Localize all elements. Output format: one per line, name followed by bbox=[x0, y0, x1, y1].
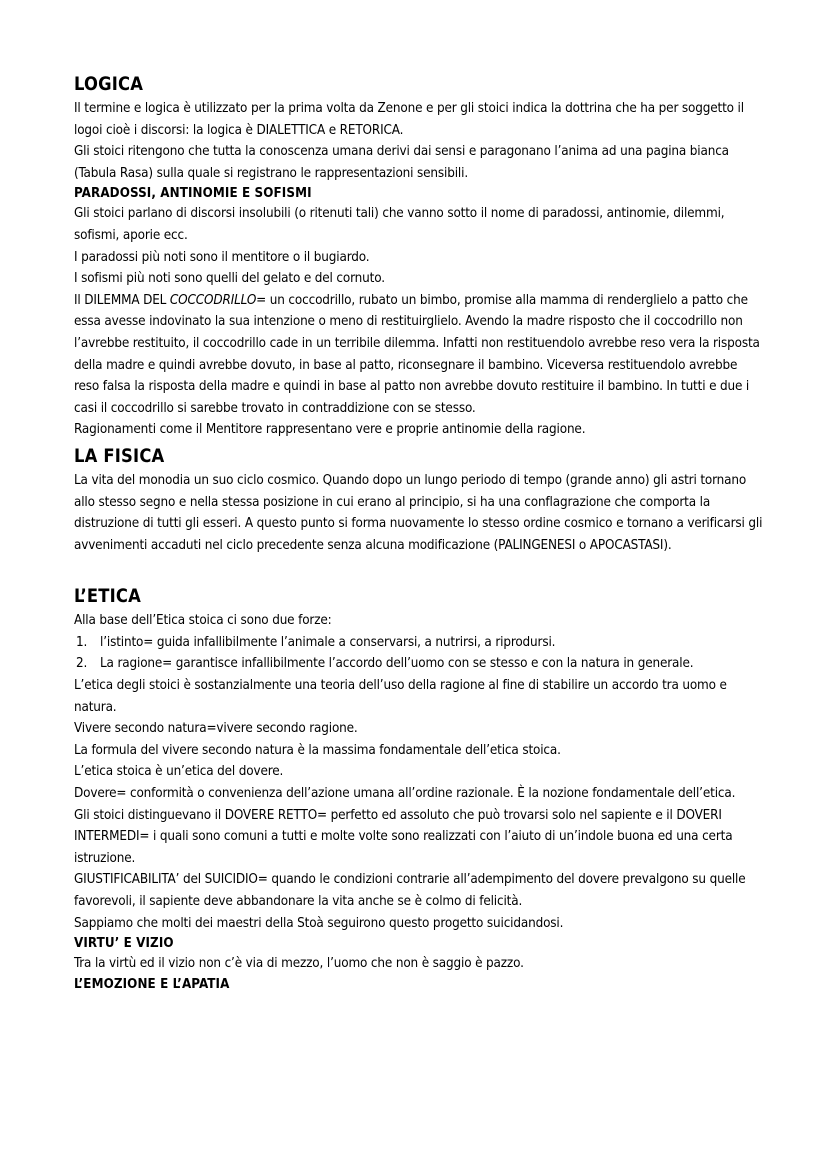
paragraph-paradossi-intro: Gli stoici parlano di discorsi insolubili (o ritenuti tali) che vanno sotto il nome di paradossi, antinomie, dilemmi, sofismi, aporie ecc. bbox=[74, 206, 725, 243]
paragraph-sofismi-noti: I sofismi più noti sono quelli del gelato e del cornuto. bbox=[74, 271, 385, 287]
paragraph-etica-intro: Alla base dell’Etica stoica ci sono due forze: bbox=[74, 613, 332, 629]
dilemma-body: = un coccodrillo, rubato un bimbo, promise alla mamma di renderglielo a patto che essa avesse indovinato la sua intenzione o meno di restituirglielo. Avendo la madre risposto che il coccodrillo non l’avrebbe restituito, il coccodrillo cade in un terribile dilemma. Infatti non restituendolo avrebbe reso vera la risposta della madre e quindi avrebbe dovuto, in base al patto, riconsegnare il bambino. Viceversa restituendolo avrebbe reso falsa la risposta della madre e quindi in base al patto non avrebbe dovuto restituire il bambino. In tutti e due i casi il coccodrillo si sarebbe trovato in contraddizione con se stesso. bbox=[74, 292, 760, 416]
document-body bbox=[74, 72, 764, 994]
paragraph-logica-1: Il termine e logica è utilizzato per la prima volta da Zenone e per gli stoici indica la dottrina che ha per soggetto il logoi cioè i discorsi: la logica è DIALETTICA e RETORICA. bbox=[74, 101, 744, 138]
dilemma-prefix: Il DILEMMA DEL bbox=[74, 292, 170, 308]
paragraph-vivere-secondo-natura: Vivere secondo natura=vivere secondo ragione. bbox=[74, 721, 358, 737]
list-item-number: 1. bbox=[76, 634, 88, 650]
paragraph-giustificabilita-suicidio: GIUSTIFICABILITA’ del SUICIDIO= quando le condizioni contrarie all’adempimento del dovere prevalgono su quelle favorevoli, il sapiente deve abbandonare la vita anche se è colmo di felicità. bbox=[74, 872, 746, 909]
list-item-text: La ragione= garantisce infallibilmente l’accordo dell’uomo con se stesso e con la natura in generale. bbox=[100, 656, 694, 672]
paragraph-formula-vivere: La formula del vivere secondo natura è la massima fondamentale dell’etica stoica. bbox=[74, 742, 561, 758]
list-item bbox=[74, 653, 764, 675]
heading-virtu-e-vizio: VIRTU’ E VIZIO bbox=[74, 936, 174, 952]
paragraph-etica-teoria: L’etica degli stoici è sostanzialmente una teoria dell’uso della ragione al fine di stabilire un accordo tra uomo e natura. bbox=[74, 678, 727, 715]
heading-letica: L’ETICA bbox=[74, 586, 141, 608]
heading-paradossi-antinomie-sofismi: PARADOSSI, ANTINOMIE E SOFISMI bbox=[74, 186, 312, 202]
paragraph-dovere-retto-intermedi: Gli stoici distinguevano il DOVERE RETTO= perfetto ed assoluto che può trovarsi solo nel sapiente e il DOVERI INTERMEDI= i quali sono comuni a tutti e molte volte sono realizzati con l’aiuto di un’indole buona ed una certa istruzione. bbox=[74, 807, 733, 866]
heading-logica: LOGICA bbox=[74, 74, 144, 95]
heading-la-fisica: LA FISICA bbox=[74, 445, 165, 467]
paragraph-dovere-definizione: Dovere= conformità o convenienza dell’azione umana all’ordine razionale. È la nozione fondamentale dell’etica. bbox=[74, 786, 736, 802]
paragraph-paradossi-noti: I paradossi più noti sono il mentitore o il bugiardo. bbox=[74, 249, 370, 265]
heading-emozione-e-apatia: L’EMOZIONE E L’APATIA bbox=[74, 976, 230, 992]
section-spacer bbox=[74, 556, 764, 584]
etica-forze-list bbox=[74, 632, 764, 675]
paragraph-etica-dovere: L’etica stoica è un’etica del dovere. bbox=[74, 764, 284, 780]
list-item bbox=[74, 632, 764, 654]
paragraph-dilemma-coccodrillo bbox=[74, 290, 764, 420]
paragraph-maestri-stoa: Sappiamo che molti dei maestri della Stoà seguirono questo progetto suicidandosi. bbox=[74, 915, 564, 931]
dilemma-title-italic: COCCODRILLO bbox=[169, 292, 257, 308]
paragraph-fisica: La vita del monodia un suo ciclo cosmico. Quando dopo un lungo periodo di tempo (grande anno) gli astri tornano allo stesso segno e nella stessa posizione in cui erano al principio, si ha una conflagrazione che comporta la distruzione di tutti gli esseri. A questo punto si forma nuovamente lo stesso ordine cosmico e tornano a verificarsi gli avvenimenti accaduti nel ciclo precedente senza alcuna modificazione (PALINGENESI o APOCASTASI). bbox=[74, 472, 763, 553]
paragraph-virtu-vizio: Tra la virtù ed il vizio non c’è via di mezzo, l’uomo che non è saggio è pazzo. bbox=[74, 956, 524, 972]
list-item-number: 2. bbox=[76, 656, 88, 672]
list-item-text: l’istinto= guida infallibilmente l’animale a conservarsi, a nutrirsi, a riprodursi. bbox=[100, 634, 556, 650]
paragraph-ragionamenti-mentitore: Ragionamenti come il Mentitore rappresentano vere e proprie antinomie della ragione. bbox=[74, 422, 586, 438]
paragraph-logica-2: Gli stoici ritengono che tutta la conoscenza umana derivi dai sensi e paragonano l’anima ad una pagina bianca (Tabula Rasa) sulla quale si registrano le rappresentazioni sensibili. bbox=[74, 144, 729, 181]
